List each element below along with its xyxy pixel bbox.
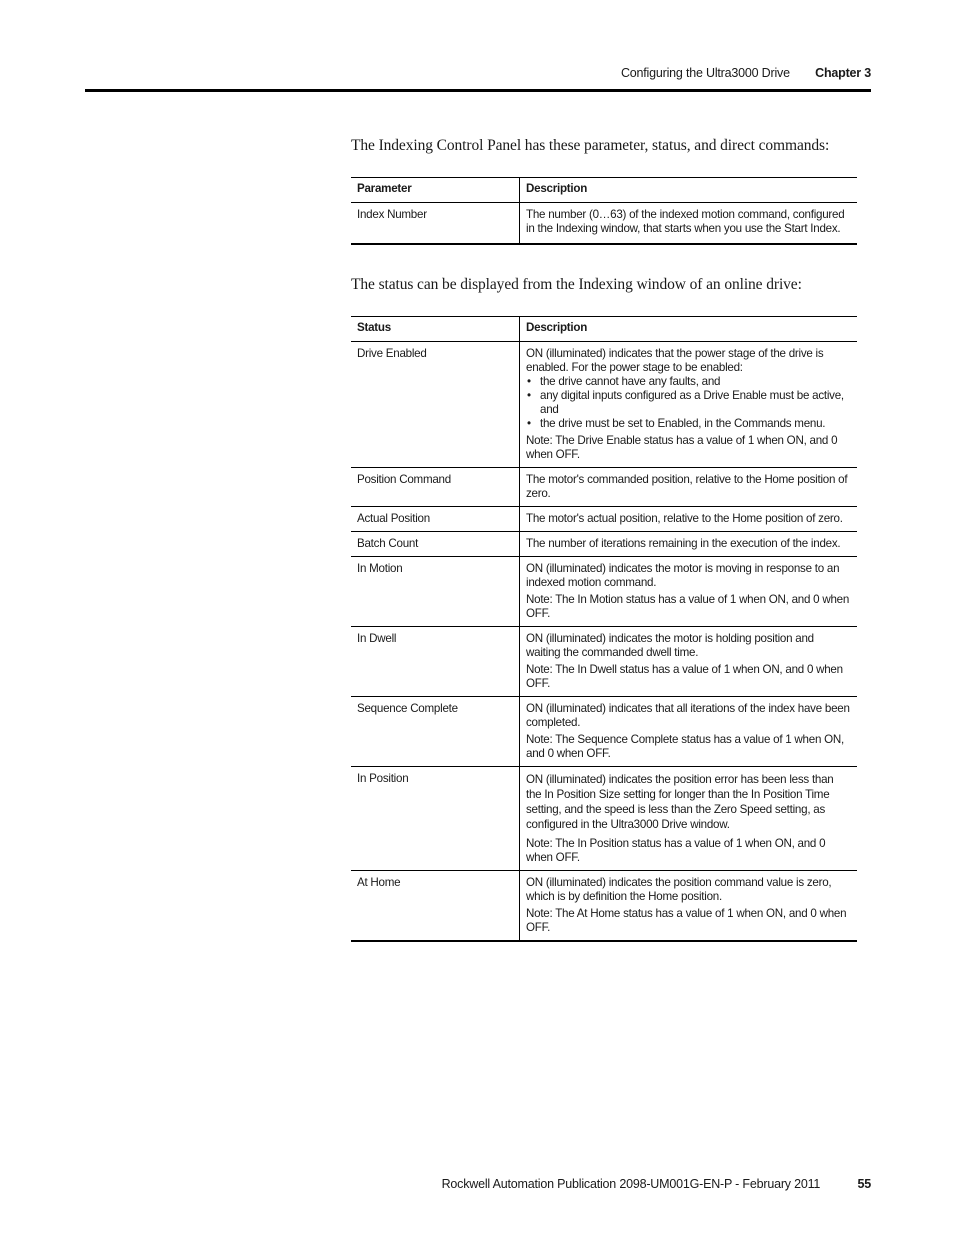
status-description-cell <box>520 557 858 627</box>
column-header-parameter: Parameter <box>351 178 520 203</box>
status-name: Sequence Complete <box>351 697 520 767</box>
status-note: Note: The At Home status has a value of 1 when ON, and 0 when OFF. <box>526 907 847 934</box>
column-header-status: Status <box>351 317 520 342</box>
status-description-cell <box>520 342 858 468</box>
status-note: Note: The In Position status has a value of 1 when ON, and 0 when OFF. <box>526 837 826 864</box>
table-row <box>351 697 857 767</box>
status-description: The motor's actual position, relative to the Home position of zero. <box>520 507 858 532</box>
table-row <box>351 507 857 532</box>
status-description-cell <box>520 627 858 697</box>
status-note: Note: The Sequence Complete status has a value of 1 when ON, and 0 when OFF. <box>526 733 844 760</box>
status-description: ON (illuminated) indicates that the power stage of the drive is enabled. For the power stage to be enabled: <box>526 347 824 374</box>
publication-info: Rockwell Automation Publication 2098-UM001G-EN-P - February 2011 <box>441 1177 821 1191</box>
header-chapter-label: Chapter 3 <box>815 66 871 80</box>
bullet-list <box>526 375 851 431</box>
status-description: ON (illuminated) indicates that all iterations of the index have been completed. <box>526 702 850 729</box>
status-intro-text: The status can be displayed from the Indexing window of an online drive: <box>351 276 802 293</box>
table-row <box>351 342 857 468</box>
parameter-name: Index Number <box>351 203 520 245</box>
column-header-description: Description <box>520 317 858 342</box>
status-note: Note: The Drive Enable status has a value of 1 when ON, and 0 when OFF. <box>526 434 838 461</box>
page-footer <box>442 1177 871 1191</box>
table-row <box>351 871 857 942</box>
parameters-intro-text: The Indexing Control Panel has these parameter, status, and direct commands: <box>351 137 830 154</box>
status-note: Note: The In Dwell status has a value of 1 when ON, and 0 when OFF. <box>526 663 843 690</box>
header-divider <box>85 89 871 92</box>
status-description: The number of iterations remaining in the execution of the index. <box>520 532 858 557</box>
list-item: • the drive must be set to Enabled, in the Commands menu. <box>526 417 851 431</box>
status-name: In Motion <box>351 557 520 627</box>
status-name: Drive Enabled <box>351 342 520 468</box>
status-description: ON (illuminated) indicates the position command value is zero, which is by definition the Home position. <box>526 876 832 903</box>
table-row <box>351 468 857 507</box>
list-item: • any digital inputs configured as a Drive Enable must be active, and <box>526 389 851 417</box>
status-name: In Position <box>351 767 520 871</box>
header-section-title: Configuring the Ultra3000 Drive <box>620 66 790 80</box>
parameter-description: The number (0…63) of the indexed motion command, configured in the Indexing window, that starts when you use the Start Index. <box>520 203 858 245</box>
table-header-row <box>351 178 857 203</box>
status-name: Position Command <box>351 468 520 507</box>
page-number: 55 <box>857 1177 871 1191</box>
status-name: In Dwell <box>351 627 520 697</box>
status-name: At Home <box>351 871 520 942</box>
column-header-description: Description <box>520 178 858 203</box>
status-description: The motor's commanded position, relative to the Home position of zero. <box>520 468 858 507</box>
status-description-cell <box>520 871 858 942</box>
status-name: Batch Count <box>351 532 520 557</box>
table-header-row <box>351 317 857 342</box>
status-table <box>351 316 857 942</box>
table-row <box>351 557 857 627</box>
status-note: Note: The In Motion status has a value of 1 when ON, and 0 when OFF. <box>526 593 850 620</box>
status-description: ON (illuminated) indicates the position error has been less than the In Position Size setting for longer than the In Position Time setting, and the speed is less than the Zero Speed setting, as configured in the Ultra3000 Drive window. <box>526 773 834 831</box>
parameters-table <box>351 177 857 245</box>
table-row <box>351 203 857 245</box>
status-description-cell <box>520 767 858 871</box>
status-description: ON (illuminated) indicates the motor is holding position and waiting the commanded dwell time. <box>526 632 814 659</box>
list-item: • the drive cannot have any faults, and <box>526 375 851 389</box>
table-row <box>351 767 857 871</box>
status-description: ON (illuminated) indicates the motor is moving in response to an indexed motion command. <box>526 562 840 589</box>
status-name: Actual Position <box>351 507 520 532</box>
table-row <box>351 532 857 557</box>
table-row <box>351 627 857 697</box>
status-description-cell <box>520 697 858 767</box>
page-header <box>621 66 871 80</box>
